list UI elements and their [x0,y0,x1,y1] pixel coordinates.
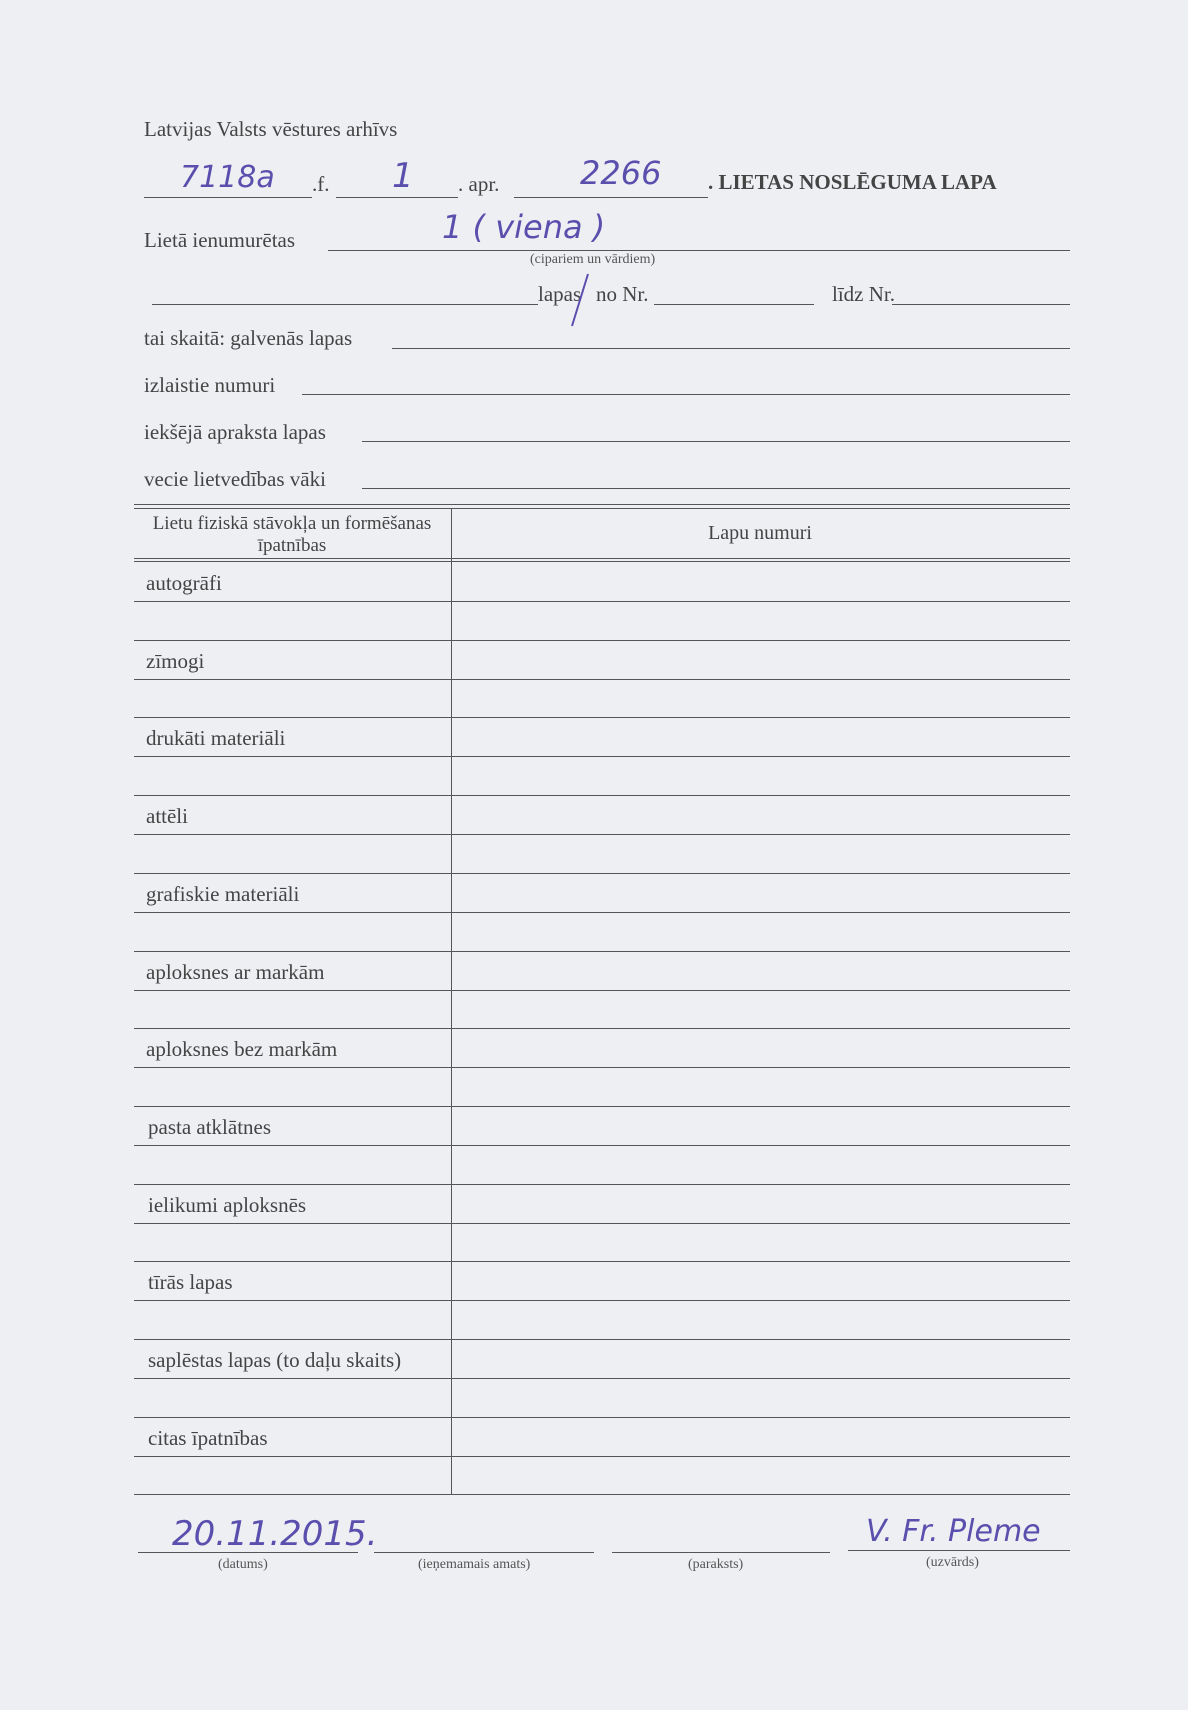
table-row-line [134,873,1070,874]
sheet-title: . LIETAS NOSLĒGUMA LAPA [708,170,997,194]
table-top-line [134,504,1070,505]
col1-header: Lietu fiziskā stāvokļa un formēšanas īpatnības [152,513,432,556]
file-value: 2266 [580,154,662,192]
table-row-line [134,717,1070,718]
table-row-line [134,990,1070,991]
archive-name: Latvijas Valsts vēstures arhīvs [144,117,398,141]
from-line [654,304,814,305]
table-row-line [134,601,1070,602]
table-row-line [134,1261,1070,1262]
date-value: 20.11.2015. [172,1514,378,1554]
field-skipped-line [302,394,1070,395]
field-old-covers-line [362,488,1070,489]
table-row-label: aploksnes bez markām [146,1037,338,1062]
from-label: no Nr. [596,282,649,306]
field-main-pages-label: tai skaitā: galvenās lapas [144,326,353,350]
file-line [514,197,708,198]
numbered-value: 1 ( viena ) [442,208,606,246]
fund-value: 7118a [180,160,275,195]
surname-line [848,1550,1070,1551]
table-row-line [134,795,1070,796]
field-internal-line [362,441,1070,442]
field-main-pages-line [392,348,1070,349]
field-skipped-label: izlaistie numuri [144,373,276,397]
header-bottom-line-2 [134,561,1070,562]
table-row-label: pasta atklātnes [148,1114,272,1139]
table-row-label: zīmogi [146,648,205,673]
pages-slash-mark [568,270,592,330]
table-row-line [134,1339,1070,1340]
inventory-suffix: . apr. [458,172,500,196]
table-row-label: saplēstas lapas (to daļu skaits) [148,1348,402,1372]
col2-header: Lapu numuri [708,522,812,544]
table-row-line [134,1223,1070,1224]
signature-caption: (paraksts) [688,1557,744,1572]
numbered-label: Lietā ienumurētas [144,228,296,252]
numbered-hint: (cipariem un vārdiem) [530,252,656,267]
table-row-line [134,1494,1070,1495]
table-row-label: drukāti materiāli [146,726,286,751]
table-row-line [134,834,1070,835]
table-row-line [134,1106,1070,1107]
table-row-label: aploksnes ar markām [146,959,325,984]
table-row-label: tīrās lapas [148,1270,233,1295]
table-row-line [134,951,1070,952]
signature-line [612,1552,830,1553]
table-row-line [134,1184,1070,1185]
table-row-line [134,1145,1070,1146]
header-bottom-line [134,558,1070,559]
table-row-label: citas īpatnības [148,1425,268,1450]
table-row-label: autogrāfi [146,571,222,595]
table-top-line-2 [134,508,1070,509]
column-divider [451,508,452,1494]
fund-line [144,197,312,198]
table-row-label: grafiskie materiāli [146,881,300,906]
table-row-line [134,1028,1070,1029]
position-line [374,1552,594,1553]
date-caption: (datums) [218,1557,268,1572]
table-row-label: attēli [146,804,188,829]
position-caption: (ieņemamais amats) [418,1557,531,1572]
table-row-line [134,1417,1070,1418]
date-line [138,1552,358,1553]
table-row-line [134,1067,1070,1068]
table-row-line [134,1300,1070,1301]
to-line [892,304,1070,305]
table-row-line [134,640,1070,641]
table-row-line [134,756,1070,757]
fund-suffix: .f. [312,172,330,196]
table-row-label: ielikumi aploksnēs [148,1192,307,1217]
table-row-line [134,912,1070,913]
table-row-line [134,1456,1070,1457]
field-old-covers-label: vecie lietvedības vāki [144,467,326,491]
inventory-value: 1 [392,156,414,196]
inventory-line [336,197,458,198]
table-row-line [134,1378,1070,1379]
to-label: līdz Nr. [832,282,895,306]
table-row-line [134,679,1070,680]
pages-label: lapas [538,282,582,306]
pages-line [152,304,538,305]
numbered-line [328,250,1070,251]
surname-value: V. Fr. Pleme [866,1514,1041,1549]
field-internal-label: iekšējā apraksta lapas [144,420,326,444]
surname-caption: (uzvārds) [926,1555,979,1570]
